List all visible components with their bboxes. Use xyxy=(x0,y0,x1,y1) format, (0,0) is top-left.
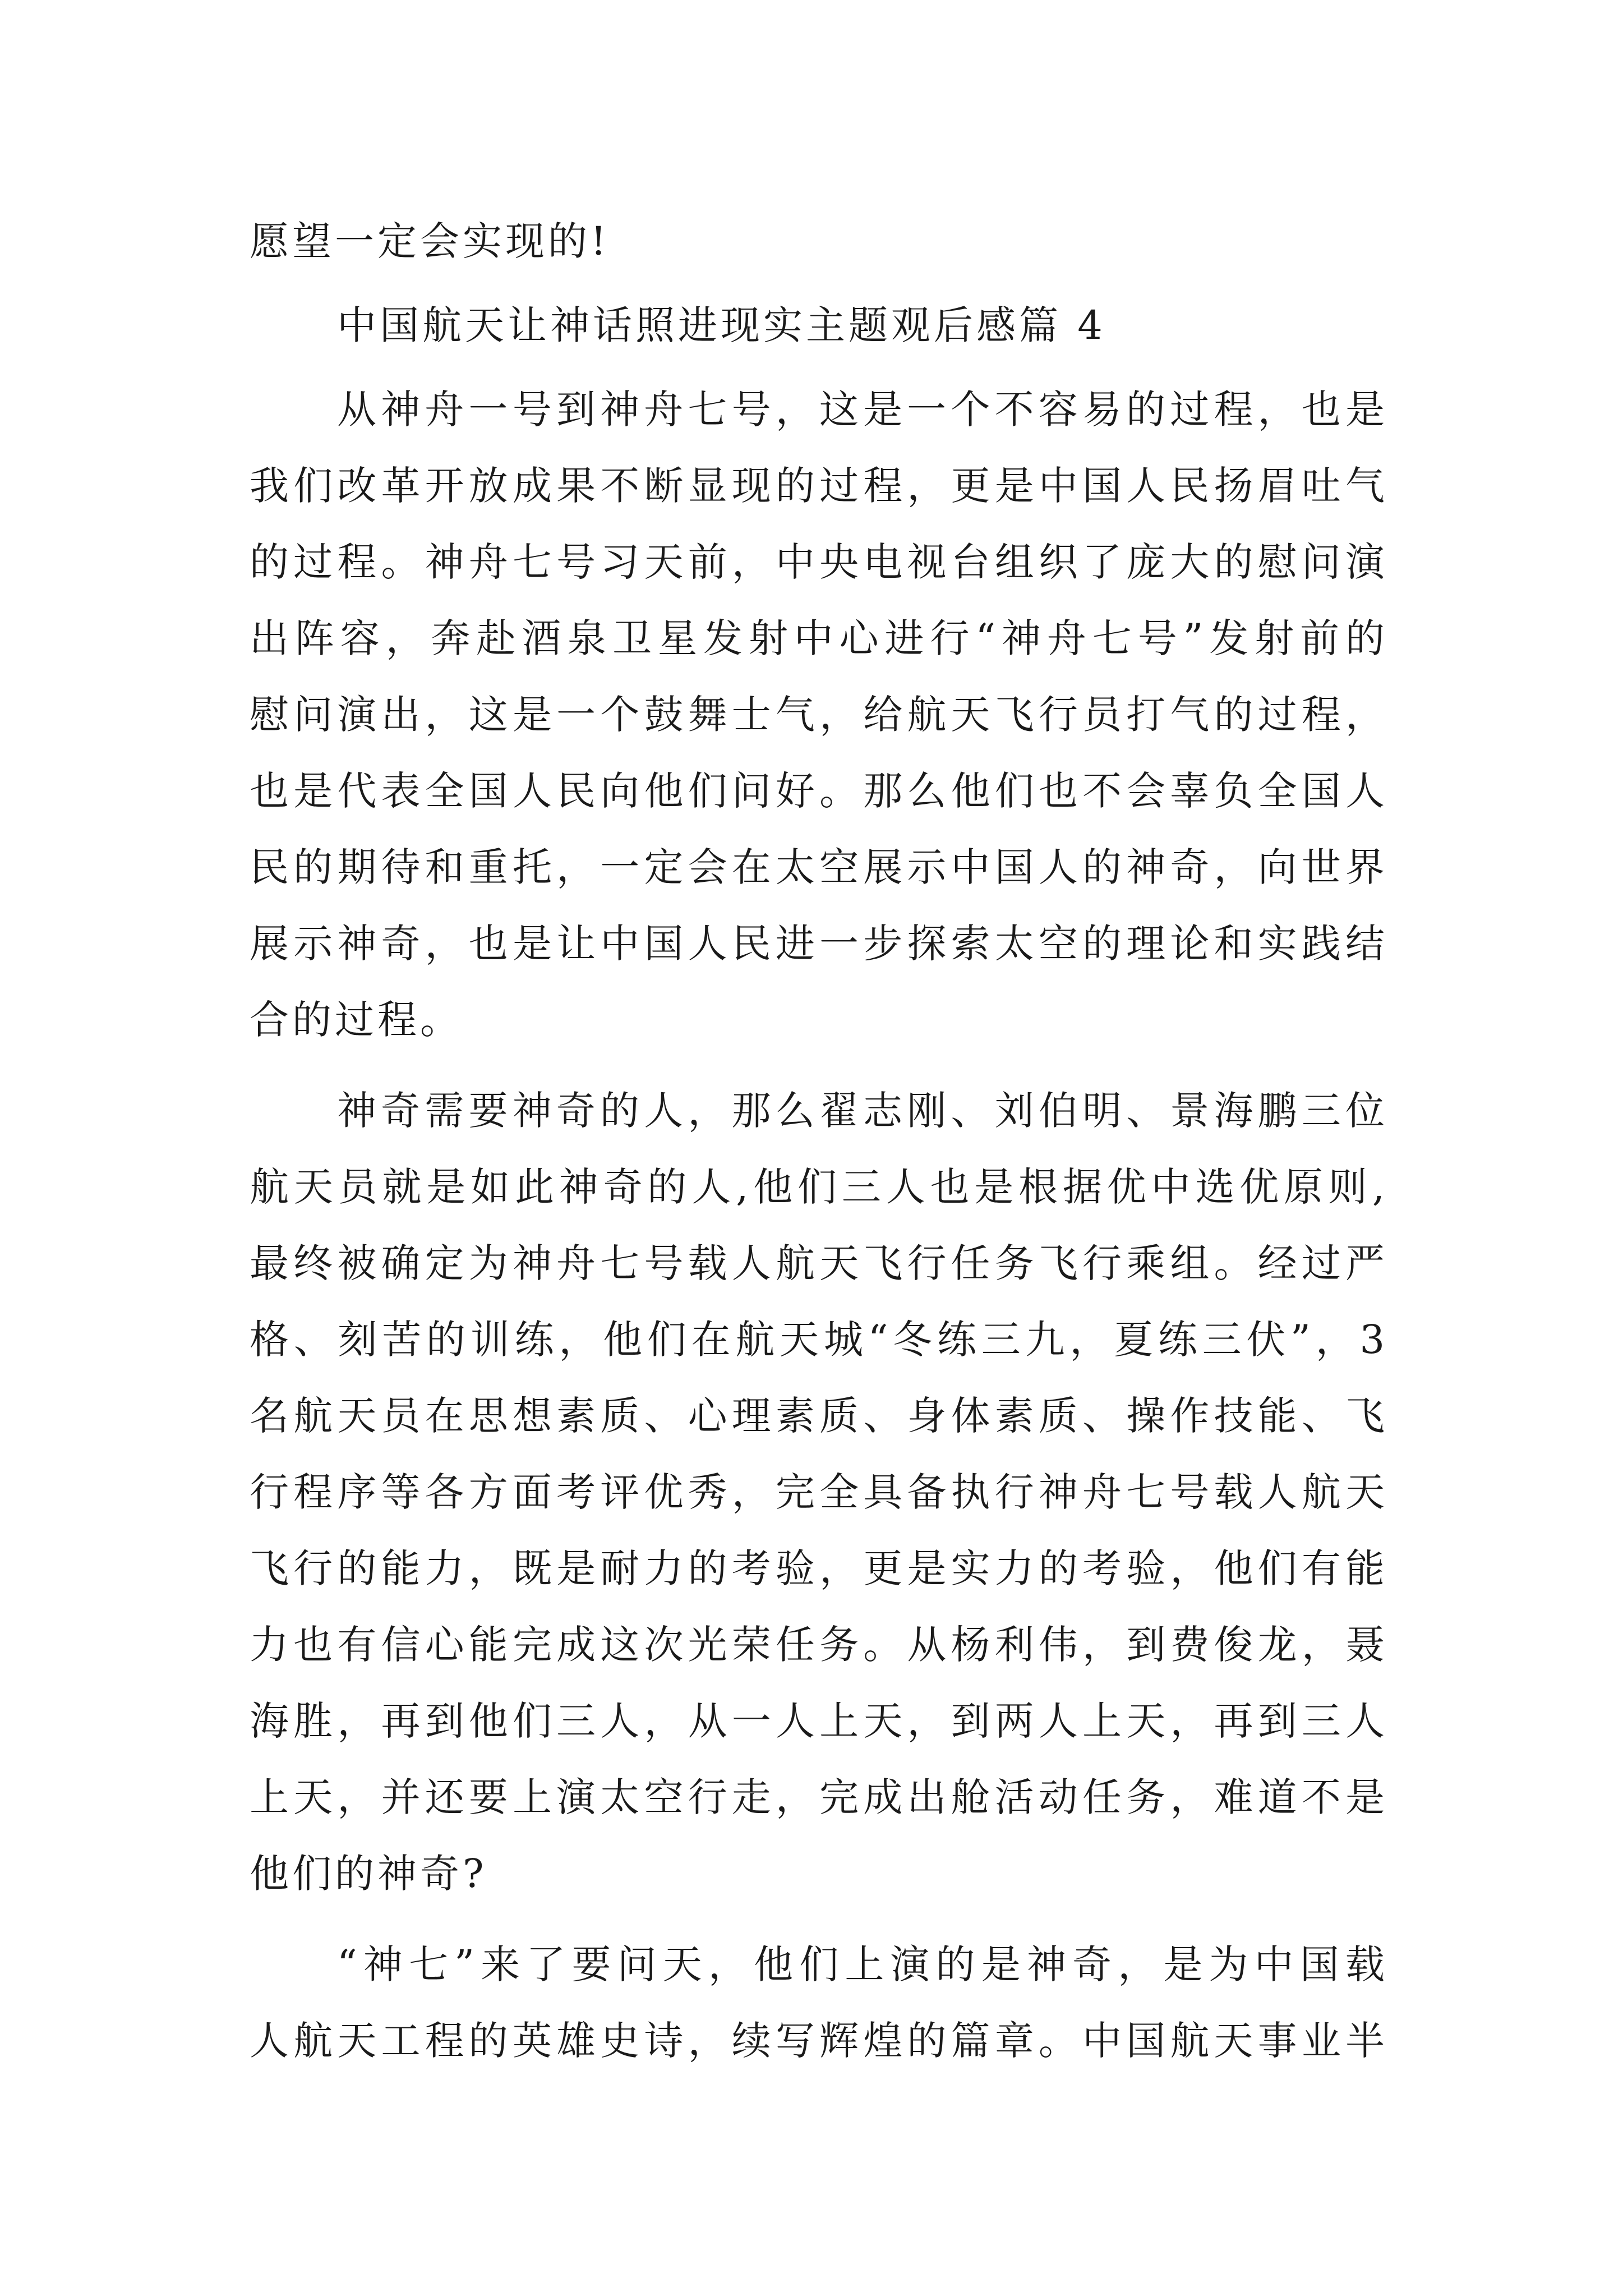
text-line: 航天员就是如此神奇的人,他们三人也是根据优中选优原则, xyxy=(250,1164,1388,1210)
text-line: 合的过程。 xyxy=(250,997,463,1043)
document-body xyxy=(250,203,1388,2079)
text-line: 也是代表全国人民向他们问好。那么他们也不会辜负全国人 xyxy=(250,768,1388,814)
text-line: 我们改革开放成果不断显现的过程，更是中国人民扬眉吐气 xyxy=(250,463,1388,509)
text-line: 的过程。神舟七号习天前，中央电视台组织了庞大的慰问演 xyxy=(250,539,1388,585)
text-line: 名航天员在思想素质、心理素质、身体素质、操作技能、飞 xyxy=(250,1393,1388,1439)
text-line: 格、刻苦的训练，他们在航天城“冬练三九，夏练三伏”，3 xyxy=(250,1317,1388,1363)
section-heading: 中国航天让神话照进现实主题观后感篇 4 xyxy=(337,302,1106,348)
text-line: 他们的神奇? xyxy=(250,1851,487,1897)
text-line: 从神舟一号到神舟七号，这是一个不容易的过程，也是 xyxy=(337,386,1388,432)
text-line: 出阵容，奔赴酒泉卫星发射中心进行“神舟七号”发射前的 xyxy=(250,615,1388,661)
text-line: 上天，并还要上演太空行走，完成出舱活动任务，难道不是 xyxy=(250,1774,1388,1820)
text-line: 最终被确定为神舟七号载人航天飞行任务飞行乘组。经过严 xyxy=(250,1240,1388,1286)
text-line: 飞行的能力，既是耐力的考验，更是实力的考验，他们有能 xyxy=(250,1545,1388,1591)
text-line: 力也有信心能完成这次光荣任务。从杨利伟，到费俊龙，聂 xyxy=(250,1622,1388,1668)
text-line: “神七”来了要问天，他们上演的是神奇，是为中国载 xyxy=(337,1941,1388,1987)
text-line: 展示神奇，也是让中国人民进一步探索太空的理论和实践结 xyxy=(250,921,1388,967)
text-line: 民的期待和重托，一定会在太空展示中国人的神奇，向世界 xyxy=(250,844,1388,890)
text-line: 愿望一定会实现的! xyxy=(250,218,610,264)
text-line: 神奇需要神奇的人，那么翟志刚、刘伯明、景海鹏三位 xyxy=(337,1088,1388,1134)
text-line: 海胜，再到他们三人，从一人上天，到两人上天，再到三人 xyxy=(250,1698,1388,1744)
text-line: 慰问演出，这是一个鼓舞士气，给航天飞行员打气的过程， xyxy=(250,692,1388,738)
text-line: 行程序等各方面考评优秀，完全具备执行神舟七号载人航天 xyxy=(250,1469,1388,1515)
text-line: 人航天工程的英雄史诗，续写辉煌的篇章。中国航天事业半 xyxy=(250,2018,1388,2064)
